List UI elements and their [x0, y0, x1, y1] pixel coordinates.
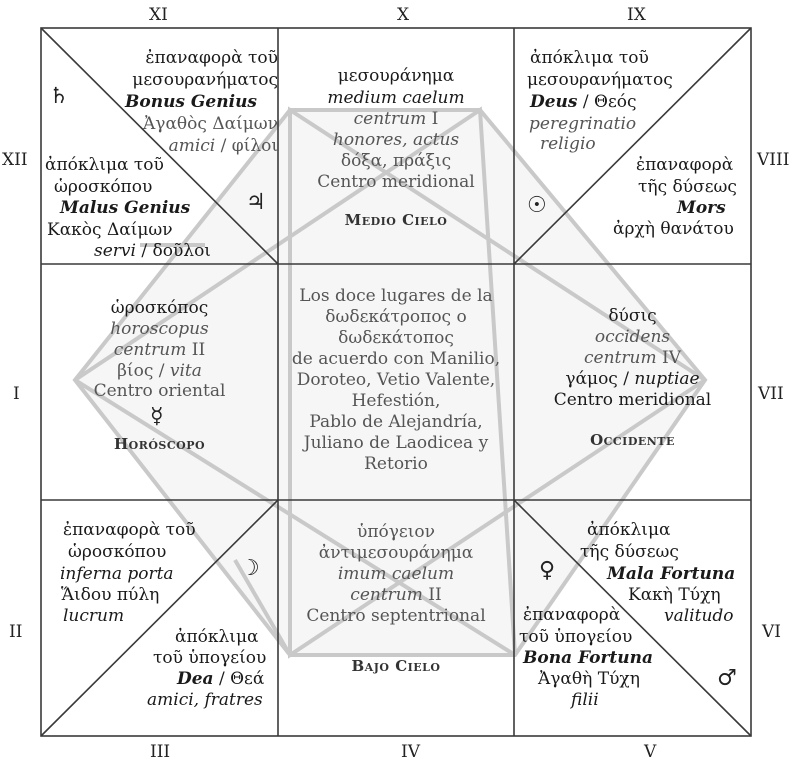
- h5-line4: Ἀγαθὴ Τύχη: [538, 669, 640, 689]
- h10-house-name: Medio Cielo: [344, 211, 448, 229]
- saturn-icon: ♄: [49, 84, 69, 109]
- center-line1: Los doce lugares de la: [299, 286, 493, 306]
- center-line5: Doroteo, Vetio Valente,: [296, 370, 496, 390]
- h11-line1: ἐπαναφορὰ τοῦ: [145, 48, 278, 68]
- center-line9: Retorio: [364, 454, 428, 474]
- h1-house-name: Horóscopo: [113, 435, 206, 453]
- h2-line5: lucrum: [63, 606, 125, 626]
- mars-icon: ♂: [717, 666, 737, 691]
- h11-line3: Bonus Genius: [125, 92, 257, 112]
- h2-line1: ἐπαναφορὰ τοῦ: [63, 520, 196, 540]
- h9-line2: μεσουρανήματος: [527, 70, 673, 90]
- h7-line2: occidens: [594, 327, 671, 347]
- house-number-iii: III: [150, 742, 171, 762]
- h3-line3: Dea / Θεά: [177, 669, 265, 689]
- h1-line3: centrum II: [113, 340, 206, 360]
- h10-line2: medium caelum: [327, 88, 465, 108]
- h9-line5: religio: [540, 134, 596, 154]
- h2-line4: Ἅιδου πύλη: [61, 585, 160, 605]
- center-line8: Juliano de Laodicea y: [303, 433, 489, 453]
- center-line4: de acuerdo con Manilio,: [291, 349, 501, 369]
- sun-icon: ☉: [527, 193, 547, 218]
- h9-line3: Deus / Θεός: [530, 92, 637, 112]
- h1-line1: ὡροσκόπος: [110, 298, 209, 318]
- h10-line1: μεσουράνημα: [337, 66, 455, 86]
- h10-line5: δόξα, πράξις: [340, 151, 452, 171]
- h2-line2: ὡροσκόπου: [68, 542, 167, 562]
- h4-line2: ἀντιμεσουράνημα: [318, 543, 474, 563]
- center-line2: δωδεκάτροπος o: [325, 307, 467, 327]
- house-number-xii: XII: [2, 150, 28, 170]
- h8-line2: τῆς δύσεως: [638, 177, 737, 197]
- h3-line4: amici, fratres: [147, 690, 263, 710]
- house-number-iv: IV: [401, 742, 420, 762]
- h4-line4: centrum II: [350, 585, 442, 605]
- h5-line2: τοῦ ὑπογείου: [519, 627, 633, 647]
- center-line3: δωδεκάτοπος: [338, 328, 454, 348]
- h11-line2: μεσουρανήματος: [132, 70, 278, 90]
- h10-line4: honores, actus: [332, 130, 460, 150]
- center-line7: Pablo de Alejandría,: [309, 412, 483, 432]
- h12-line5: servi / δοῦλοι: [94, 241, 211, 261]
- h1-line5: Centro oriental: [93, 381, 226, 401]
- h11-line4: Ἀγαθὸς Δαίμων: [143, 114, 278, 134]
- h5-line5: filii: [571, 690, 599, 710]
- h7-house-name: Occidente: [590, 431, 675, 449]
- h4-house-name: Bajo Cielo: [351, 657, 441, 675]
- h2-line3: inferna porta: [60, 564, 174, 584]
- jupiter-icon: ♃: [246, 190, 266, 215]
- house-number-v: V: [644, 742, 657, 762]
- h6-line5: valitudo: [664, 606, 734, 626]
- house-number-ix: IX: [627, 5, 646, 25]
- moon-icon: ☽: [240, 556, 260, 581]
- h7-line4: γάμος / nuptiae: [565, 369, 700, 389]
- h4-line1: ὑπόγειον: [357, 522, 435, 542]
- house-number-vii: VII: [758, 384, 784, 404]
- h6-line1: ἀπόκλιμα: [587, 520, 671, 540]
- h6-line3: Mala Fortuna: [607, 564, 736, 584]
- h9-line4: peregrinatio: [529, 114, 637, 134]
- house-number-ii: II: [9, 622, 23, 642]
- h1-line4: βίος / vita: [117, 361, 202, 381]
- h12-line3: Malus Genius: [60, 198, 191, 218]
- h11-line5: amici / φίλοι: [168, 136, 278, 156]
- venus-icon: ♀: [539, 558, 556, 583]
- h8-line4: ἀρχὴ θανάτου: [613, 219, 734, 239]
- h3-line1: ἀπόκλιμα: [175, 627, 259, 647]
- house-number-vi: VI: [762, 622, 781, 642]
- h1-line2: horoscopus: [110, 319, 209, 339]
- h7-line1: δύσις: [608, 306, 657, 326]
- h3-line2: τοῦ ὑπογείου: [153, 648, 267, 668]
- house-number-x: X: [397, 5, 410, 25]
- h12-line2: ὡροσκόπου: [54, 177, 153, 197]
- house-number-i: I: [13, 384, 20, 404]
- h7-line5: Centro meridional: [553, 390, 712, 410]
- center-line6: Hefestión,: [351, 391, 441, 411]
- house-number-viii: VIII: [757, 150, 790, 170]
- h8-line1: ἐπαναφορὰ: [636, 155, 734, 175]
- h10-line3: centrum I: [353, 109, 439, 129]
- h7-line3: centrum IV: [584, 348, 681, 368]
- h4-line3: imum caelum: [337, 564, 455, 584]
- h8-line3: Mors: [677, 198, 726, 218]
- h9-line1: ἀπόκλιμα τοῦ: [530, 48, 649, 68]
- h6-line2: τῆς δύσεως: [580, 542, 679, 562]
- h5-line3: Bona Fortuna: [523, 648, 654, 668]
- h10-line6: Centro meridional: [317, 172, 475, 192]
- house-number-xi: XI: [149, 5, 168, 25]
- h6-line4: Κακὴ Τύχη: [628, 585, 721, 605]
- h5-line1: ἐπαναφορὰ: [523, 605, 621, 625]
- mercury-icon: ☿: [150, 404, 164, 429]
- h12-line4: Κακὸς Δαίμων: [47, 220, 173, 240]
- h12-line1: ἀπόκλιμα τοῦ: [45, 155, 164, 175]
- h4-line5: Centro septentrional: [306, 606, 486, 626]
